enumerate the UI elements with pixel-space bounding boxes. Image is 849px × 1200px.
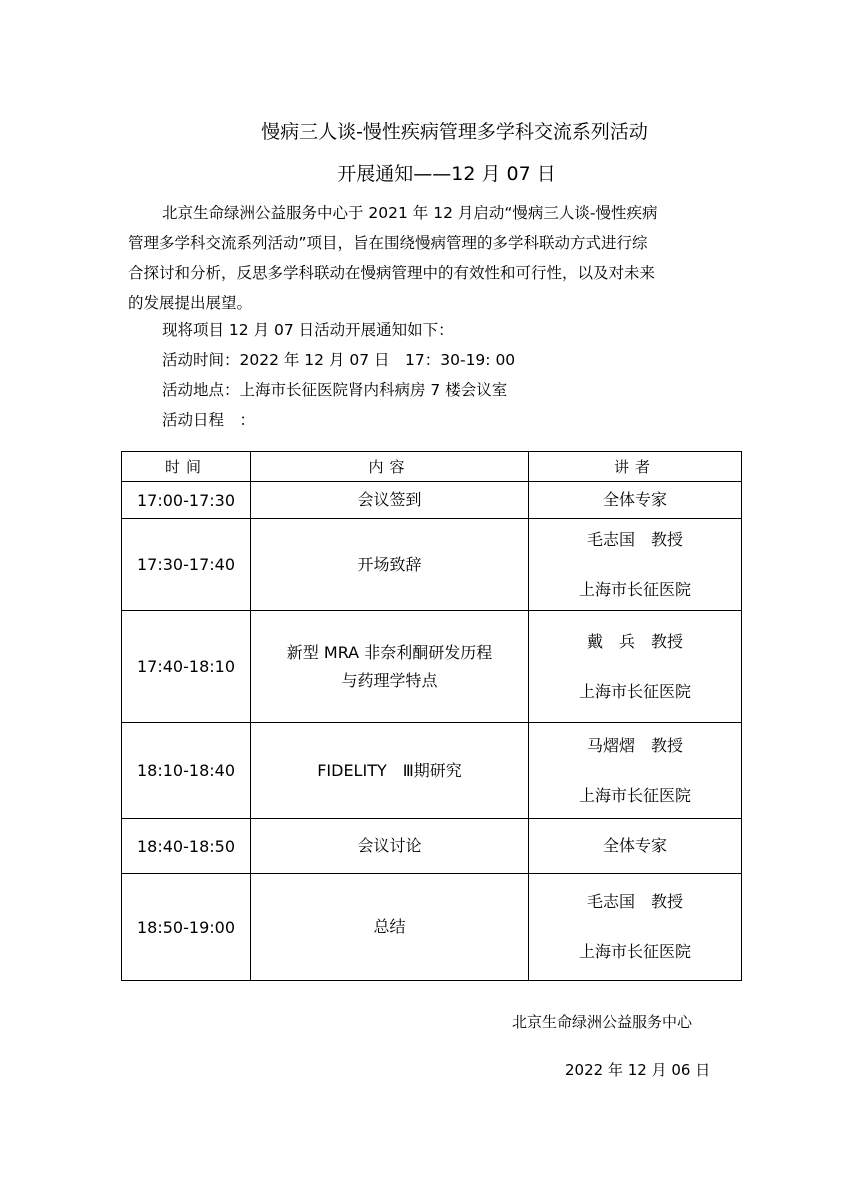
row-time: 18:40-18:50 — [122, 819, 251, 874]
row-time: 17:00-17:30 — [122, 482, 251, 519]
row-content — [251, 819, 529, 874]
table-row — [122, 482, 742, 519]
document-title-line-2: 开展通知——12 月 07 日 — [337, 163, 556, 185]
row-speaker — [529, 519, 742, 611]
table-header-row — [122, 452, 742, 482]
notice-line: 现将项目 12 月 07 日活动开展通知如下： — [162, 321, 454, 339]
row-speaker — [529, 723, 742, 819]
row-time: 18:50-19:00 — [122, 874, 251, 981]
content-line: 与药理学特点 — [341, 670, 438, 690]
row-content — [251, 611, 529, 723]
header-speaker: 讲者 — [529, 452, 742, 482]
header-content: 内容 — [251, 452, 529, 482]
signature-date: 2022 年 12 月 06 日 — [565, 1061, 711, 1079]
intro-paragraph — [128, 198, 726, 318]
row-speaker — [529, 819, 742, 874]
event-location: 活动地点：上海市长征医院肾内科病房 7 楼会议室 — [162, 381, 508, 399]
schedule-table — [121, 451, 742, 981]
content-line: 总结 — [373, 917, 406, 936]
speaker-name: 戴 兵 教授 — [586, 631, 683, 651]
speaker-line: 全体专家 — [602, 836, 667, 855]
table-row — [122, 874, 742, 981]
row-time: 18:10-18:40 — [122, 723, 251, 819]
content-line: 开场致辞 — [357, 554, 422, 574]
content-line: 会议签到 — [357, 490, 422, 509]
row-speaker — [529, 874, 742, 981]
speaker-name: 毛志国 教授 — [586, 529, 683, 549]
row-content — [251, 723, 529, 819]
intro-line: 的发展提出展望。 — [128, 294, 253, 312]
row-content — [251, 482, 529, 519]
row-content — [251, 874, 529, 981]
content-line: FIDELITY Ⅲ期研究 — [317, 760, 462, 780]
table-row — [122, 819, 742, 874]
row-speaker — [529, 482, 742, 519]
speaker-name: 毛志国 教授 — [586, 892, 683, 911]
signature-organization: 北京生命绿洲公益服务中心 — [512, 1013, 693, 1031]
speaker-name: 马熠熠 教授 — [586, 735, 683, 755]
speaker-line: 全体专家 — [602, 490, 667, 509]
table-row — [122, 611, 742, 723]
document-title-line-1: 慢病三人谈-慢性疾病管理多学科交流系列活动 — [261, 121, 648, 143]
speaker-affiliation: 上海市长征医院 — [578, 785, 691, 805]
schedule-label: 活动日程 ： — [162, 411, 256, 429]
row-time: 17:40-18:10 — [122, 611, 251, 723]
header-time: 时间 — [122, 452, 251, 482]
speaker-affiliation: 上海市长征医院 — [578, 681, 691, 701]
speaker-affiliation: 上海市长征医院 — [578, 942, 691, 961]
intro-line: 合探讨和分析，反思多学科联动在慢病管理中的有效性和可行性，以及对未来 — [128, 264, 656, 282]
content-line: 新型 MRA 非奈利酮研发历程 — [286, 642, 493, 662]
content-line: 会议讨论 — [357, 836, 422, 855]
intro-line: 管理多学科交流系列活动”项目，旨在围绕慢病管理的多学科联动方式进行综 — [128, 234, 648, 252]
speaker-affiliation: 上海市长征医院 — [578, 579, 691, 599]
intro-line: 北京生命绿洲公益服务中心于 2021 年 12 月启动“慢病三人谈-慢性疾病 — [162, 204, 658, 222]
row-content — [251, 519, 529, 611]
row-speaker — [529, 611, 742, 723]
row-time: 17:30-17:40 — [122, 519, 251, 611]
table-row — [122, 723, 742, 819]
event-time: 活动时间：2022 年 12 月 07 日 17：30-19: 00 — [162, 351, 516, 369]
table-row — [122, 519, 742, 611]
